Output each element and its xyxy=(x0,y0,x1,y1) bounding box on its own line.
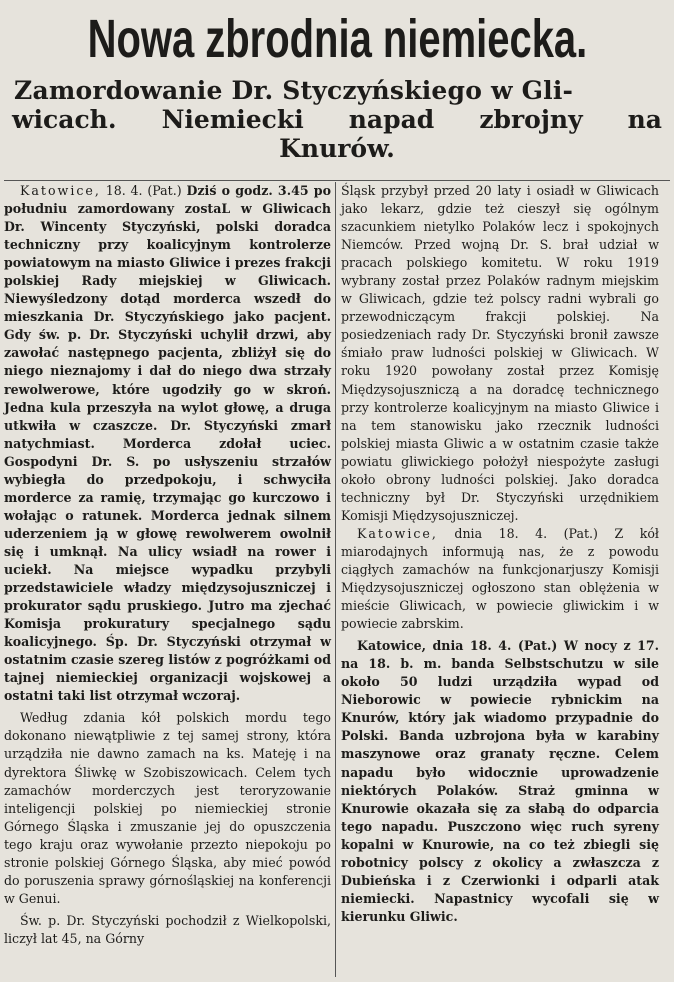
article-columns xyxy=(0,182,674,982)
paragraph: Św. p. Dr. Styczyński pochodził z Wielkopolski, liczył lat 45, na Górny xyxy=(4,912,331,946)
lead-text: Dziś o godz. 3.45 po południu zamordowany zostaL w Gliwicach Dr. Wincenty Styczyński, polski doradca techniczny przy koalicyjnym kontrolerze powiatowym na miasto Gliwice i prezes frakcji polskiej Rady miejskiej w Gliwicach. Niewyśledzony dotąd morderca wszedł do mieszkania Dr. Styczyńskiego jako pacjent. Gdy św. p. Dr. Styczyński uchylił drzwi, aby zawołać następnego pacjenta, zbliżył się do niego nieznajomy i dał do niego dwa strzały rewolwerowe, które ugodziły go w skroń. Jedna kula przeszyła na wylot głowę, a druga utkwiła w czaszcze. Dr. Styczyński zmarł natychmiast. Morderca zdołał uciec. Gospodyni Dr. S. po usłyszeniu strzałów wybiegła do przedpokoju, i schwyciła morderce za ramię, trzymając go kurczowo i wołając o ratunek. Morderca jednak silnem uderzeniem ją w głowę rewolwerem owolnił się i umknął. Na ulicy wsiadł na rower i uciekł. Na miejsce wypadku przybyli przedstawiciele władzy międzysojuszniczej i prokurator sądu pruskiego. Jutro ma zjechać Komisja prokuratury specjalnego sądu koalicyjnego. Śp. Dr. Styczyński otrzymał w ostatnim czasie szereg listów z pogróżkami od tajnej niemieckiej organizacji wojskowej a ostatni taki list otrzymał wczoraj. xyxy=(4,183,331,704)
paragraph-text: W nocy z 17. na 18. b. m. banda Selbstschutzu w sile około 50 ludzi urządziła wypad od Nieborowic w powiecie rybnickim na Knurów, który jak wiadomo przypadnie do Polski. Banda uzbrojona była w karabiny maszynowe oraz granaty ręczne. Celem napadu było widocznie uprowadzenie niektórych Polaków. Straż gminna w Knurowie okazała się za słabą do odparcia tego napadu. Puszczono więc ruch syreny kopalni w Knurowie, na co też zbiegli się robotnicy polscy z okolicy a zwłaszcza z Dubieńska i z Czerwionki i odparli atak niemiecki. Napastnicy wycofali się w kierunku Gliwic. xyxy=(341,638,660,924)
paragraph: Śląsk przybył przed 20 laty i osiadł w Gliwicach jako lekarz, gdzie też cieszył się ogólnym szacunkiem nietylko Polaków lecz i spokojnych Niemców. Przed wojną Dr. S. brał udział w pracach polskiego komitetu. W roku 1919 wybrany został przez Polaków radnym miejskim w Gliwicach, gdzie też polscy radni wybrali go przewodniczącym frakcji polskiej. Na posiedzeniach rady Dr. Styczyński bronił zawsze śmiało praw ludności polskiej w Gliwicach. W roku 1920 powołany został przez Komisję Międzysojuszniczą a na doradcę technicznego przy kontrolerze koalicyjnym na miasto Gliwice i na tem stanowisku jako rzecznik ludności polskiej miasta Gliwic a w ostatnim czasie także powiatu gliwickiego położył niespożyte zasługi około obrony ludności polskiej. Jako doradca techniczny był Dr. Styczyński urzędnikiem Komisji Międzysojuszniczej. xyxy=(341,183,659,523)
header-rule xyxy=(4,180,670,181)
dateline: Katowice, xyxy=(20,183,101,198)
subheadline-line-3: Knurów. xyxy=(279,134,395,163)
dateline-date: 18. 4. (Pat.) xyxy=(100,183,187,198)
headline: Nowa zbrodnia niemiecka. xyxy=(87,9,588,69)
lead-paragraph xyxy=(4,182,331,705)
paragraph: Według zdania kół polskich mordu tego dokonano niewątpliwie z tej samej strony, która urządziła nie dawno zamach na ks. Mateję i na dyrektora Śliwkę w Szobiszowicach. Celem tych zamachów morderczych jest teroryzowanie inteligencji polskiej po niemieckiej stronie Górnego Śląska i zmuszanie jej do opuszczenia tego kraju oraz wywołanie przezto niepokoju po stronie polskiej Górnego Śląska, aby mieć powód do poruszenia sprawy górnośląskiej na konferencji w Genui. xyxy=(4,710,331,906)
paragraph-text: dnia 18. 4. (Pat.) Z kół miarodajnych informują nas, że z powodu ciągłych zamachów na funkcjonarjuszy Komisji Międzysojuszniczej ogłoszono stan oblężenia w mieście Gliwicach, w powiecie gliwickim i w powiecie zabrskim. xyxy=(341,525,659,632)
subheadline-line-2: wicach. Niemiecki napad zbrojny na xyxy=(12,105,662,134)
left-column xyxy=(4,182,331,948)
paragraph xyxy=(341,525,659,633)
dateline: Katowice, dnia 18. 4. (Pat.) xyxy=(357,638,564,654)
dateline: Katowice, xyxy=(357,525,438,541)
subheadline xyxy=(12,76,662,163)
subheadline-line-1: Zamordowanie Dr. Styczyńskiego w Gli- xyxy=(14,76,574,105)
right-column xyxy=(341,182,659,926)
paragraph xyxy=(341,637,659,926)
